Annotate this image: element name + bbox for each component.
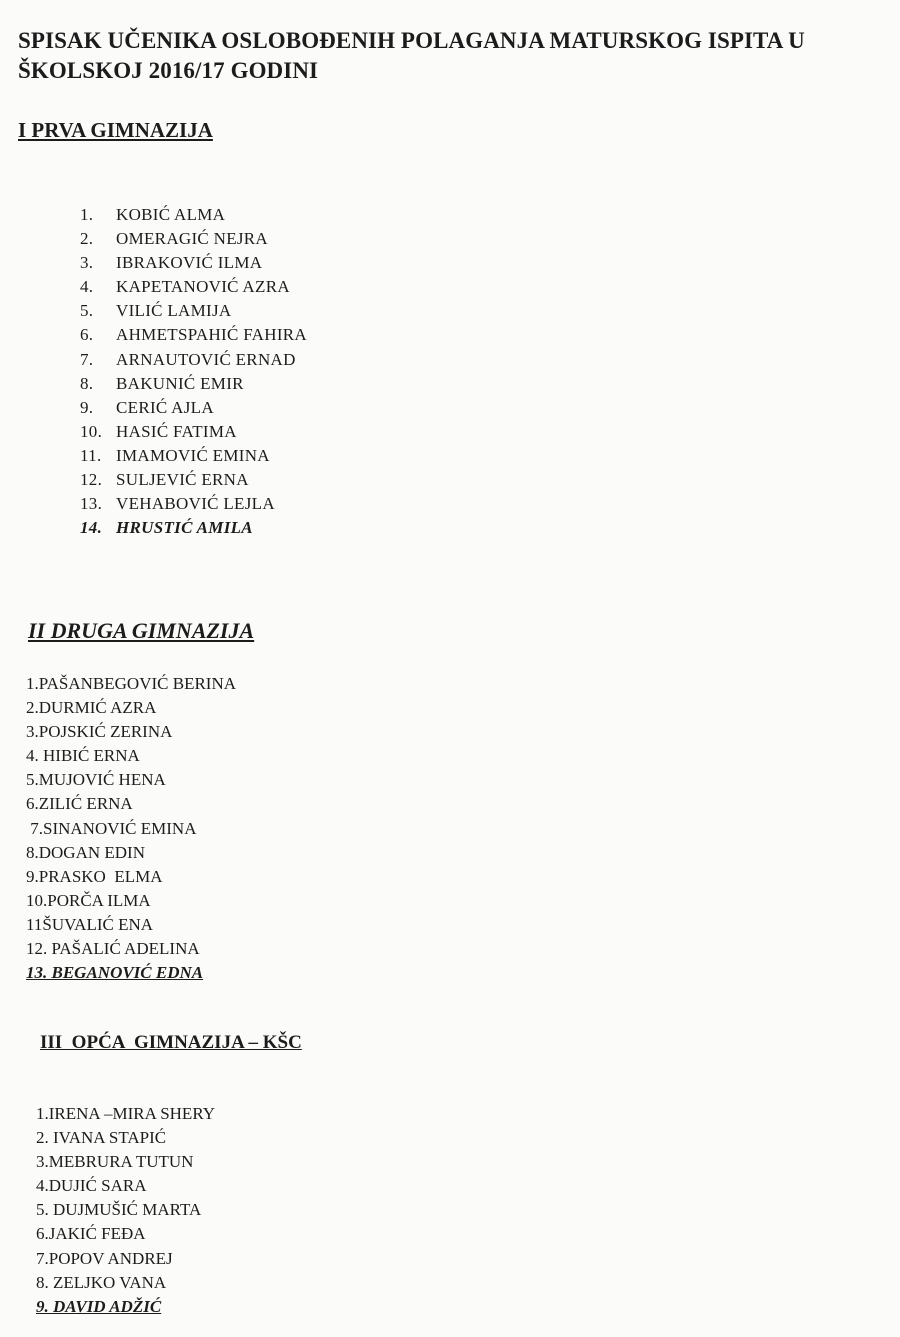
list-item: 10.PORČA ILMA — [26, 890, 151, 910]
list-item-highlighted: 13. BEGANOVIĆ EDNA — [26, 963, 204, 983]
list-item: 3.POJSKIĆ ZERINA — [26, 722, 173, 742]
list-item: 12. PAŠALIĆ ADELINA — [26, 939, 200, 959]
student-list-druga-gimnazija — [26, 672, 236, 985]
list-item: 7. ARNAUTOVIĆ ERNAD — [80, 349, 296, 369]
list-item: 8. BAKUNIĆ EMIR — [80, 373, 244, 393]
list-item: 6. AHMETSPAHIĆ FAHIRA — [80, 325, 308, 345]
list-item: 9. CERIĆ AJLA — [80, 397, 214, 417]
list-item: 12. SULJEVIĆ ERNA — [80, 470, 249, 490]
list-item-highlighted: 14. HRUSTIĆ AMILA — [80, 518, 253, 538]
list-item: 2.DURMIĆ AZRA — [26, 698, 157, 718]
list-item: 13. VEHABOVIĆ LEJLA — [80, 494, 275, 514]
list-item: 2. OMERAGIĆ NEJRA — [80, 229, 269, 249]
section-heading-prva-gimnazija: I PRVA GIMNAZIJA — [18, 118, 213, 142]
list-item: 8. ZELJKO VANA — [36, 1272, 167, 1292]
document-title-line-2: ŠKOLSKOJ 2016/17 GODINI — [18, 58, 319, 83]
list-item: 7.POPOV ANDREJ — [36, 1248, 173, 1268]
list-item: 5. VILIĆ LAMIJA — [80, 301, 232, 321]
list-item: 4.DUJIĆ SARA — [36, 1176, 147, 1196]
list-item: 5.MUJOVIĆ HENA — [26, 770, 166, 790]
section-heading-opca-gimnazija-ksc: III OPĆA GIMNAZIJA – KŠC — [40, 1032, 302, 1053]
list-item: 7.SINANOVIĆ EMINA — [26, 818, 197, 838]
document-title — [18, 26, 805, 86]
list-item: 6.ZILIĆ ERNA — [26, 794, 133, 814]
list-item-highlighted: 9. DAVID ADŽIĆ — [36, 1296, 162, 1316]
document-title-line-1: SPISAK UČENIKA OSLOBOĐENIH POLAGANJA MATURSKOG ISPITA U — [18, 28, 805, 53]
list-item: 3. IBRAKOVIĆ ILMA — [80, 253, 263, 273]
list-item: 6.JAKIĆ FEĐA — [36, 1224, 146, 1244]
list-item: 4. HIBIĆ ERNA — [26, 746, 140, 766]
list-item: 10. HASIĆ FATIMA — [80, 421, 237, 441]
list-item: 5. DUJMUŠIĆ MARTA — [36, 1200, 202, 1220]
list-item: 1.IRENA –MIRA SHERY — [36, 1104, 215, 1123]
list-item: 8.DOGAN EDIN — [26, 842, 145, 862]
list-item: 1. KOBIĆ ALMA — [80, 205, 226, 224]
list-item: 11ŠUVALIĆ ENA — [26, 914, 154, 934]
student-list-prva-gimnazija — [80, 203, 307, 540]
list-item: 3.MEBRURA TUTUN — [36, 1152, 194, 1172]
list-item: 1.PAŠANBEGOVIĆ BERINA — [26, 674, 237, 693]
student-list-opca-gimnazija-ksc — [36, 1102, 215, 1319]
section-heading-druga-gimnazija: II DRUGA GIMNAZIJA — [28, 618, 255, 643]
list-item: 9.PRASKO ELMA — [26, 866, 163, 886]
list-item: 4. KAPETANOVIĆ AZRA — [80, 277, 290, 297]
list-item: 11. IMAMOVIĆ EMINA — [80, 445, 270, 465]
list-item: 2. IVANA STAPIĆ — [36, 1128, 167, 1148]
